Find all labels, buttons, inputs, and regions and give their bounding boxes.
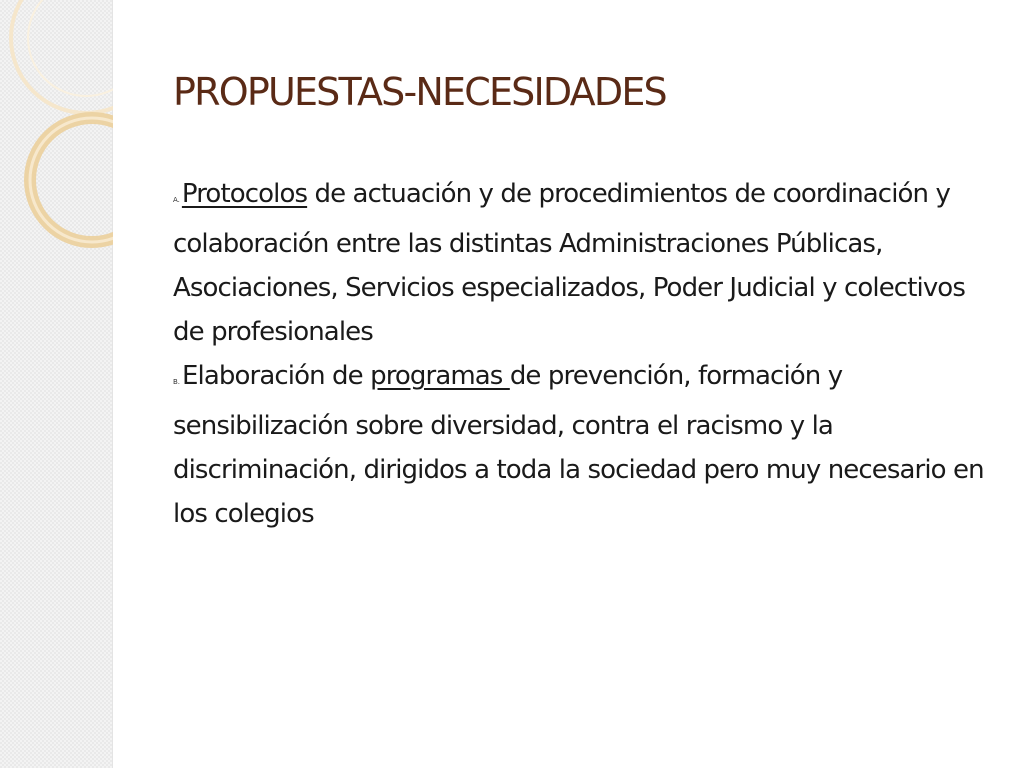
- list-marker-b: B.: [173, 378, 181, 386]
- decorative-ring-top: [11, 0, 113, 113]
- item-b-text: de prevención, formación y sensibilización sobre diversidad, contra el racismo y la discriminación, dirigidos a toda la sociedad pero muy necesario en los colegios: [173, 361, 984, 529]
- decorative-ring-middle: [30, 118, 113, 242]
- slide-title: PROPUESTAS-NECESIDADES: [173, 70, 666, 114]
- list-item-a: [173, 172, 1003, 354]
- item-a-text: de actuación y de procedimientos de coordinación y colaboración entre las distintas Administraciones Públicas, Asociaciones, Servicios especializados, Poder Judicial y colectivos de profesionales: [173, 179, 965, 347]
- keyword-protocolos: Protocolos: [181, 179, 308, 209]
- list-item-b: [173, 354, 1003, 536]
- keyword-programas: programas: [370, 361, 510, 391]
- item-b-prefix: Elaboración de: [182, 361, 371, 391]
- slide-body: [173, 172, 1003, 536]
- list-marker-a: A.: [173, 196, 180, 204]
- decorative-ring-top-inner: [28, 0, 113, 96]
- decorative-rings: [0, 0, 113, 768]
